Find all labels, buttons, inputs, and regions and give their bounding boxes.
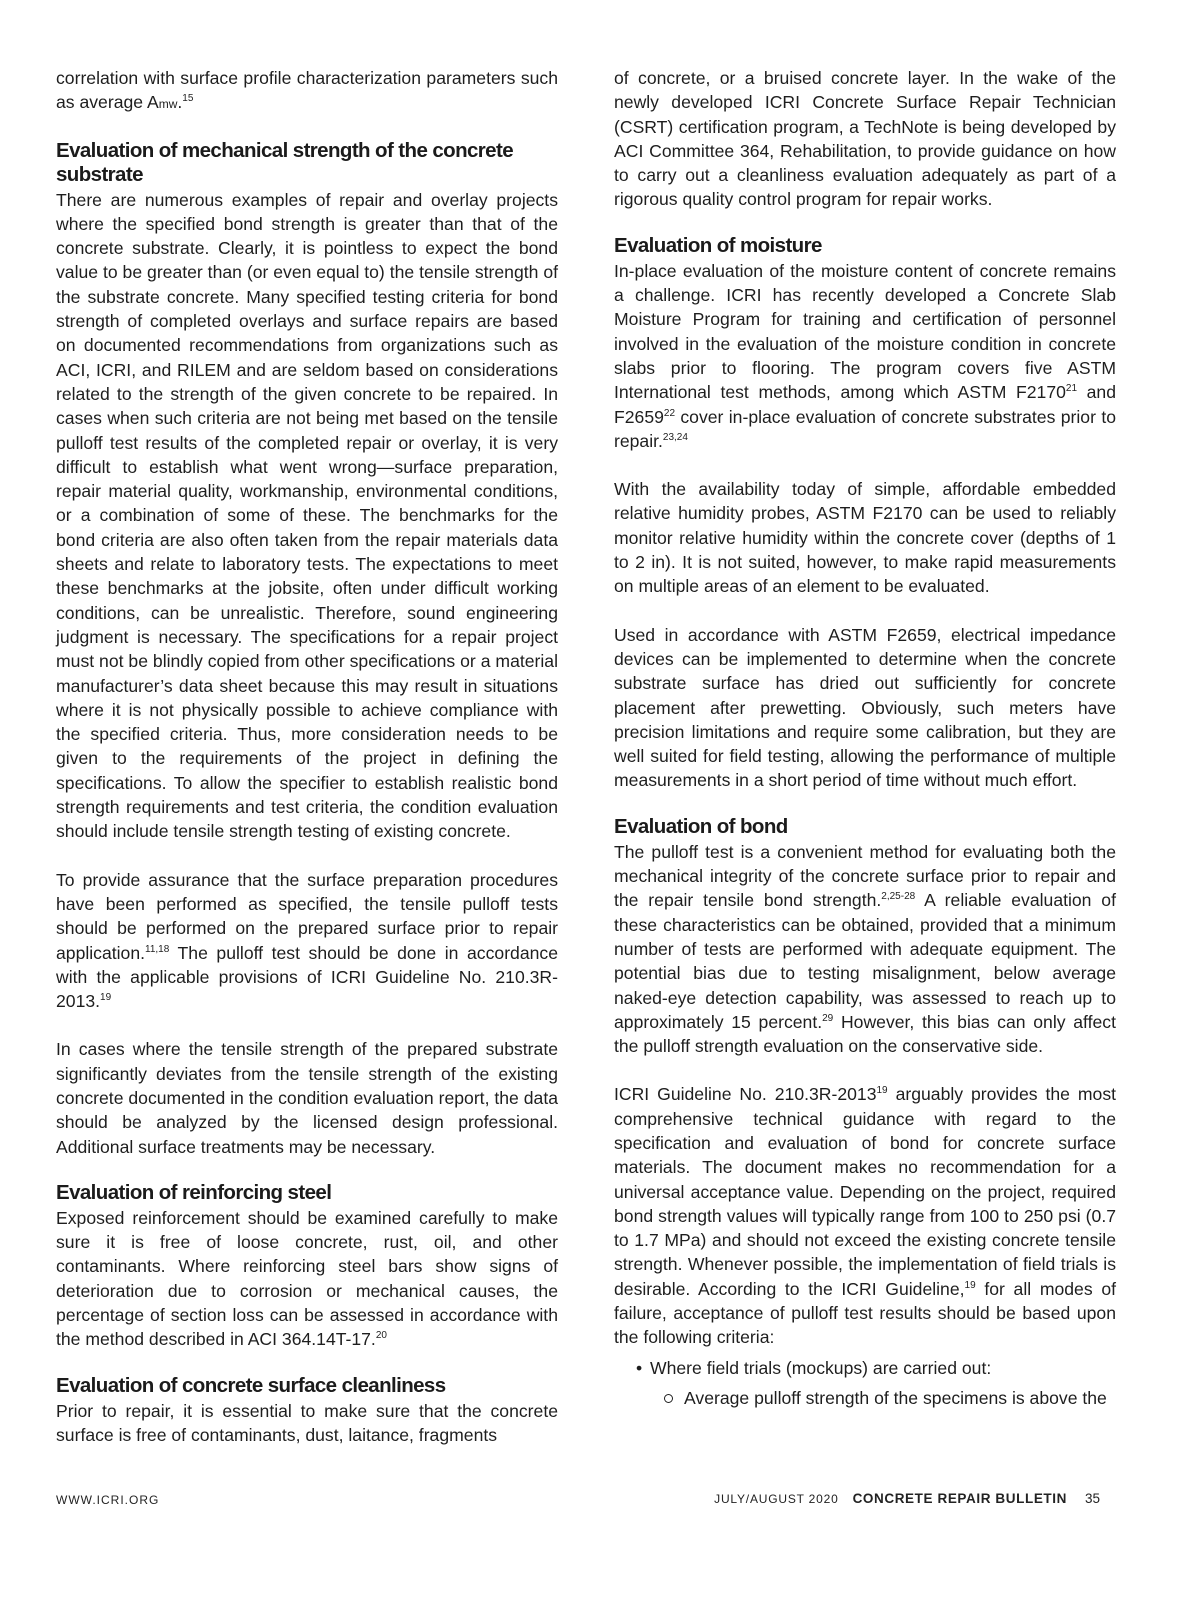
cleanliness-paragraph: Prior to repair, it is essential to make sure that the concrete surface is free of contaminants, dust, laitance, fragments <box>56 1400 558 1445</box>
moisture-paragraph-1: In-place evaluation of the moisture content of concrete remains a challenge. ICRI has recently developed a Concrete Slab Moisture Program for training and certification of personnel involved in the evaluation of the moisture condition in concrete slabs prior to flooring. The program covers five ASTM International test methods, among which ASTM F2170$^{21}$ and F2659$^{22}$ cover in-place evaluation of concrete substrates prior to repair.$^{23,24}$ <box>614 260 1116 451</box>
publication-name: CONCRETE REPAIR BULLETIN <box>852 1491 1067 1506</box>
sub-criteria-list <box>650 1386 1116 1410</box>
cleanliness-continued-paragraph: of concrete, or a bruised concrete layer. In the wake of the newly developed ICRI Concrete Surface Repair Technician (CSRT) certification program, a TechNote is being developed by ACI Committee 364, Rehabilitation, to provide guidance on how to carry out a cleanliness evaluation adequately as part of a rigorous quality control program for repair works. <box>614 68 1116 210</box>
mechanical-paragraph-2: To provide assurance that the surface preparation procedures have been performed as specified, the tensile pulloff tests should be performed on the prepared surface prior to repair application.$^{11,18}$ The pulloff test should be done in accordance with the applicable provisions of ICRI Guideline No. 210.3R-2013.19 <box>56 869 558 1012</box>
circle-bullet-icon <box>664 1394 673 1403</box>
steel-paragraph: Exposed reinforcement should be examined carefully to make sure it is free of loose concrete, rust, oil, and other contaminants. Where reinforcing steel bars show signs of deterioration due to corrosion or mechanical causes, the percentage of section loss can be assessed in accordance with the method described in ACI 364.14T-17.20 <box>56 1207 558 1350</box>
list-item: Average pulloff strength of the specimens is above the <box>664 1386 1116 1410</box>
heading-surface-cleanliness: Evaluation of concrete surface cleanliness <box>56 1373 446 1397</box>
bullet-icon: • <box>636 1357 643 1378</box>
heading-mechanical-strength: Evaluation of mechanical strength of the concrete substrate <box>56 138 514 186</box>
bond-paragraph-2: ICRI Guideline No. 210.3R-2013$^{19}$ arguably provides the most comprehensive technical guidance with regard to the specification and evaluation of bond for concrete surface materials. The document makes no recommendation for a universal acceptance value. Depending on the project, required bond strength values will typically range from 100 to 250 psi (0.7 to 1.7 MPa) and should not exceed the existing concrete tensile strength. Whenever possible, the implementation of field trials is desirable. According to the ICRI Guideline,$^{19}$ for all modes of failure, acceptance of pulloff test results should be based upon the following criteria: <box>614 1084 1117 1348</box>
left-column <box>56 66 558 1447</box>
website-link[interactable]: WWW.ICRI.ORG <box>56 1493 160 1507</box>
heading-moisture: Evaluation of moisture <box>614 233 822 257</box>
mechanical-paragraph-1: There are numerous examples of repair and overlay projects where the specified bond strength is greater than that of the concrete substrate. Clearly, it is pointless to expect the bond value to be greater than (or even equal to) the tensile strength of the substrate concrete. Many specified testing criteria for bond strength of completed overlays and surface repairs are based on documented recommendations from organizations such as ACI, ICRI, and RILEM and are seldom based on considerations related to the strength of the given concrete to be repaired. In cases when such criteria are not being met based on the tensile pulloff test results of the completed repair or overlay, it is very difficult to establish what went wrong—surface preparation, repair material quality, workmanship, environmental conditions, or a combination of some of these. The benchmarks for the bond criteria are also often taken from the repair materials data sheets and relate to laboratory tests. The expectations to meet these benchmarks at the jobsite, often under difficult working conditions, can be unrealistic. Therefore, sound engineering judgment is necessary. The specifications for a repair project must not be blindly copied from other specifications or a material manufacturer’s data sheet because this may result in situations where it is not physically possible to achieve compliance with the specified criteria. Thus, more consideration needs to be given to the requirements of the project in defining the specifications. To allow the specifier to establish realistic bond strength requirements and test criteria, the condition evaluation should include tensile strength testing of existing concrete. <box>56 189 558 842</box>
issue-date: JULY/AUGUST 2020 <box>714 1492 839 1506</box>
page-footer <box>56 1489 1100 1513</box>
bond-paragraph-1: The pulloff test is a convenient method for evaluating both the mechanical integrity of the concrete surface prior to repair and the repair tensile bond strength.$^{2,25-28}$ A reliable evaluation of these characteristics can be obtained, provided that a minimum number of tests are performed with adequate equipment. The potential bias due to testing misalignment, below average naked-eye detection capability, was assessed to reach up to approximately 15 percent.$^{29}$ However, this bias can only affect the pulloff strength evaluation on the conservative side. <box>614 841 1116 1057</box>
moisture-paragraph-2: With the availability today of simple, affordable embedded relative humidity probes, ASTM F2170 can be used to reliably monitor relative humidity within the concrete cover (depths of 1 to 2 in). It is not suited, however, to make rapid measurements on multiple areas of an element to be evaluated. <box>614 479 1116 597</box>
list-item: • Where field trials (mockups) are carried out: Average pulloff strength of the specimens is above the <box>636 1356 1116 1411</box>
heading-bond: Evaluation of bond <box>614 814 788 838</box>
mechanical-paragraph-3: In cases where the tensile strength of the prepared substrate significantly deviates from the tensile strength of the existing concrete documented in the condition evaluation report, the data should be analyzed by the licensed design professional. Additional surface treatments may be necessary. <box>56 1039 558 1157</box>
intro-paragraph: correlation with surface profile characterization parameters such as average Amw.$^{15}$ <box>56 68 558 113</box>
criteria-list <box>614 1356 1116 1411</box>
footer-right <box>714 1491 1100 1506</box>
heading-reinforcing-steel: Evaluation of reinforcing steel <box>56 1180 332 1204</box>
page-number: 35 <box>1084 1491 1100 1506</box>
right-column <box>614 66 1116 1410</box>
moisture-paragraph-3: Used in accordance with ASTM F2659, electrical impedance devices can be implemented to determine when the concrete substrate surface has dried out sufficiently for concrete placement after prewetting. Obviously, such meters have precision limitations and require some calibration, but they are well suited for field testing, allowing the performance of multiple measurements in a short period of time without much effort. <box>614 624 1116 791</box>
